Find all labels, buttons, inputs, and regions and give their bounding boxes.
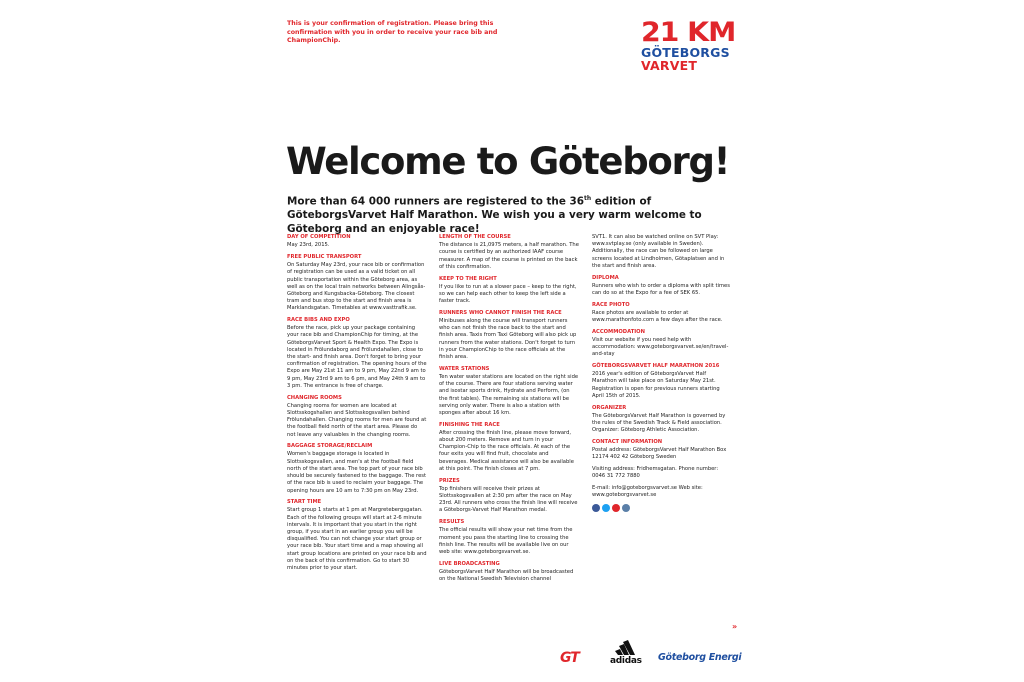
section-heading: LENGTH OF THE COURSE [439,234,511,240]
section-text: Minibuses along the course will transport runners who can not finish the race back to the start and finish area. Taxis from Taxi Göteborg will also pick up runners from the water stations. Don't forget to turn in your ChampionChip to the race officials at the finish area. [439,318,577,361]
column-2 [439,234,579,588]
section-text: Runners who wish to order a diploma with split times can do so at the Expo for a fee of SEK 65. [592,282,730,296]
facebook-icon[interactable] [592,504,600,512]
section-heading: FINISHING THE RACE [439,421,500,428]
section-text: Postal address: GöteborgsVarvet Half Marathon Box 12174 402 42 Göteborg Sweden [592,447,727,461]
section-heading: DAY OF COMPETITION [287,234,351,240]
section [592,234,732,270]
section-heading: PRIZES [439,477,460,484]
section-text: After crossing the finish line, please move forward, about 200 meters. Remove and turn in your Champion-Chip to the race officials. At each of the four exits you will find fruit, chocolate and beverages. Medical assistance will also be available at this point. The finish closes at 7 pm. [439,429,574,472]
section [439,519,579,556]
column-1 [287,234,427,577]
section-text: Changing rooms for women are located at Slottsskogshallen and Slottsskogsvallen behind Frölundahallen. Changing rooms for men are found at the football field north of the start area. Please do not leave any valuables in the changing rooms. [287,402,427,438]
gt-logo: GT [560,650,579,666]
section [287,254,427,313]
section-text: May 23rd, 2015. [287,242,330,249]
section-heading: FREE PUBLIC TRANSPORT [287,253,362,260]
adidas-logo: adidas [610,656,642,666]
section-text: If you like to run at a slower pace – keep to the right, so we can help each other to keep the left side a faster track. [439,283,577,305]
confirmation-notice: This is your confirmation of registration. Please bring this confirmation with you in order to receive your race bib and ChampionChip. [287,20,498,45]
section [592,485,732,499]
section [439,276,579,306]
section [439,422,579,473]
section-heading: CONTACT INFORMATION [592,438,663,445]
section-text: Visiting address: Fridhemsgatan. Phone number: 0046 31 772 7880 [592,465,719,480]
section-heading: DIPLOMA [592,274,619,281]
logo-word-2: VARVET [641,57,698,73]
section-text: Top finishers will receive their prizes at Slottsskogsvallen at 2:30 pm after the race on May 23rd. All runners who cross the finish line will receive a Göteborgs-Varvet Half Marathon medal. [439,485,578,514]
section-text: E-mail: info@goteborgsvarvet.se Web site: www.goteborgsvarvet.se [592,484,703,499]
section [592,466,732,480]
section [592,363,732,400]
section-text: On Saturday May 23rd, your race bib or confirmation of registration can be used as a valid ticket on all public transportation within the Göteborg area, as well as on the local train networks between Alingsås-Göteborg and Kungsbacka-Göteborg. The closest tram and bus stop to the start and finish area is Marklandsgatan. Timetables at www.vasttrafik.se. [287,262,426,312]
section-heading: ACCOMMODATION [592,328,645,335]
lead-sup: th [583,195,592,202]
section-heading: RESULTS [439,519,465,526]
logo-word-1: GÖTEBORGS [641,45,730,60]
section-heading: START TIME [287,499,322,506]
section [439,478,579,515]
section-heading: RUNNERS WHO CANNOT FINISH THE RACE [439,309,562,316]
goteborgsvarvet-logo [641,19,741,72]
section [439,366,579,417]
section-text: GöteborgsVarvet Half Marathon will be broadcasted on the National Swedish Television channel [439,568,574,583]
section [592,405,732,435]
section-text: Race photos are available to order at www.marathonfoto.com a few days after the race. [592,309,723,324]
section-text: The distance is 21,0975 meters, a half marathon. The course is certified by an authorized IAAF course measurer. A map of the course is printed on the back of this confirmation. [439,242,579,270]
twitter-icon[interactable] [602,504,610,512]
section [287,317,427,390]
section-heading: ORGANIZER [592,404,627,411]
lead-after: edition of GöteborgsVarvet Half Marathon. We wish you a very warm welcome to Göteborg and an enjoyable race! [287,195,702,236]
column-3 [592,234,732,512]
section-heading: CHANGING ROOMS [287,394,342,401]
section-text: SVT1. It can also be watched online on SVT Play: www.svtplay.se (only available in Sweden). Additionally, the race can be followed on large screens located at Lindholmen, Götaplatsen and in the start and finish area. [592,234,725,269]
social-icons [592,504,732,512]
section-heading: WATER STATIONS [439,365,490,372]
logo-distance: 21 KM [641,17,736,48]
lead-before: More than 64 000 runners are registered to the 36 [287,195,584,208]
section [287,395,427,439]
section-text: Visit our website if you need help with accommodation: www.goteborgsvarvet.se/en/travel-and-stay [592,336,729,358]
section-heading: KEEP TO THE RIGHT [439,275,497,282]
section [592,275,732,298]
section-heading: LIVE BROADCASTING [439,560,500,567]
section-text: The GöteborgsVarvet Half Marathon is governed by the rules of the Swedish Track & Field association. Organizer: Göteborg Athletic Association. [592,412,726,434]
section [439,561,579,584]
section-text: Ten water water stations are located on the right side of the course. There are four stations serving water and isostar sports drink, Hydrate and Perform, (on the first tables). The remaining six stations will be serving only water. There is also a station with sponges after about 16 km. [439,373,579,416]
goteborg-energi-logo: Göteborg Energi [658,652,742,663]
section-heading: GÖTEBORGSVARVET HALF MARATHON 2016 [592,363,720,370]
next-page-arrow-icon: » [732,622,738,631]
section [592,302,732,325]
section-heading: RACE PHOTO [592,301,630,308]
section-text: 2016 year's edition of GöteborgsVarvet Half Marathon will take place on Saturday May 21st. Registration is open for previous runners starting April 15th of 2015. [592,371,720,399]
youtube-icon[interactable] [612,504,620,512]
section-text: The official results will show your net time from the moment you pass the starting line to crossing the finish line. The results will be available live on our web site: www.goteborgsvarvet.se. [439,527,573,555]
lead-paragraph [287,192,737,236]
section [287,234,427,249]
page-title: Welcome to Göteborg! [286,140,730,183]
instagram-icon[interactable] [622,504,630,512]
section-heading: RACE BIBS AND EXPO [287,317,350,324]
section [287,499,427,572]
section [287,443,427,494]
sponsor-logos [560,640,742,668]
section [592,329,732,359]
section [439,234,579,271]
section-text: Start group 1 starts at 1 pm at Margretebergsgatan. Each of the following groups will start at 2-6 minute intervals. It is important that you start in the right group, if you start in an earlier group you will be disqualified. You can not change your start group or your race bib. Your start time and a map showing all start group locations are printed on your race bib and on the back of this confirmation. Go to start 30 minutes prior to your start. [287,507,427,572]
section-heading: BAGGAGE STORAGE/RECLAIM [287,443,373,450]
section [592,439,732,462]
section-text: Women's baggage storage is located in Slottsskogsvallen, and men's at the football field north of the start area. The top part of your race bib should be securely fastened to the baggage. The rest of the race bib is used to reclaim your baggage. The opening hours are 10 am to 7:30 pm on May 23rd. [287,451,427,494]
section [439,310,579,361]
section-text: Before the race, pick up your package containing your race bib and ChampionChip for timing, at the GöteborgsVarvet Sport & Health Expo. The Expo is located in Frölundaborg and Frölundahallen, close to the start- and finish area. Don't forget to bring your confirmation of registration. The opening hours of the Expo are May 21st 11 am to 9 pm, May 22nd 9 am to 9 pm, May 23rd 9 am to 6 pm, and May 24th 9 am to 3 pm. The entrance is free of charge. [287,325,427,389]
